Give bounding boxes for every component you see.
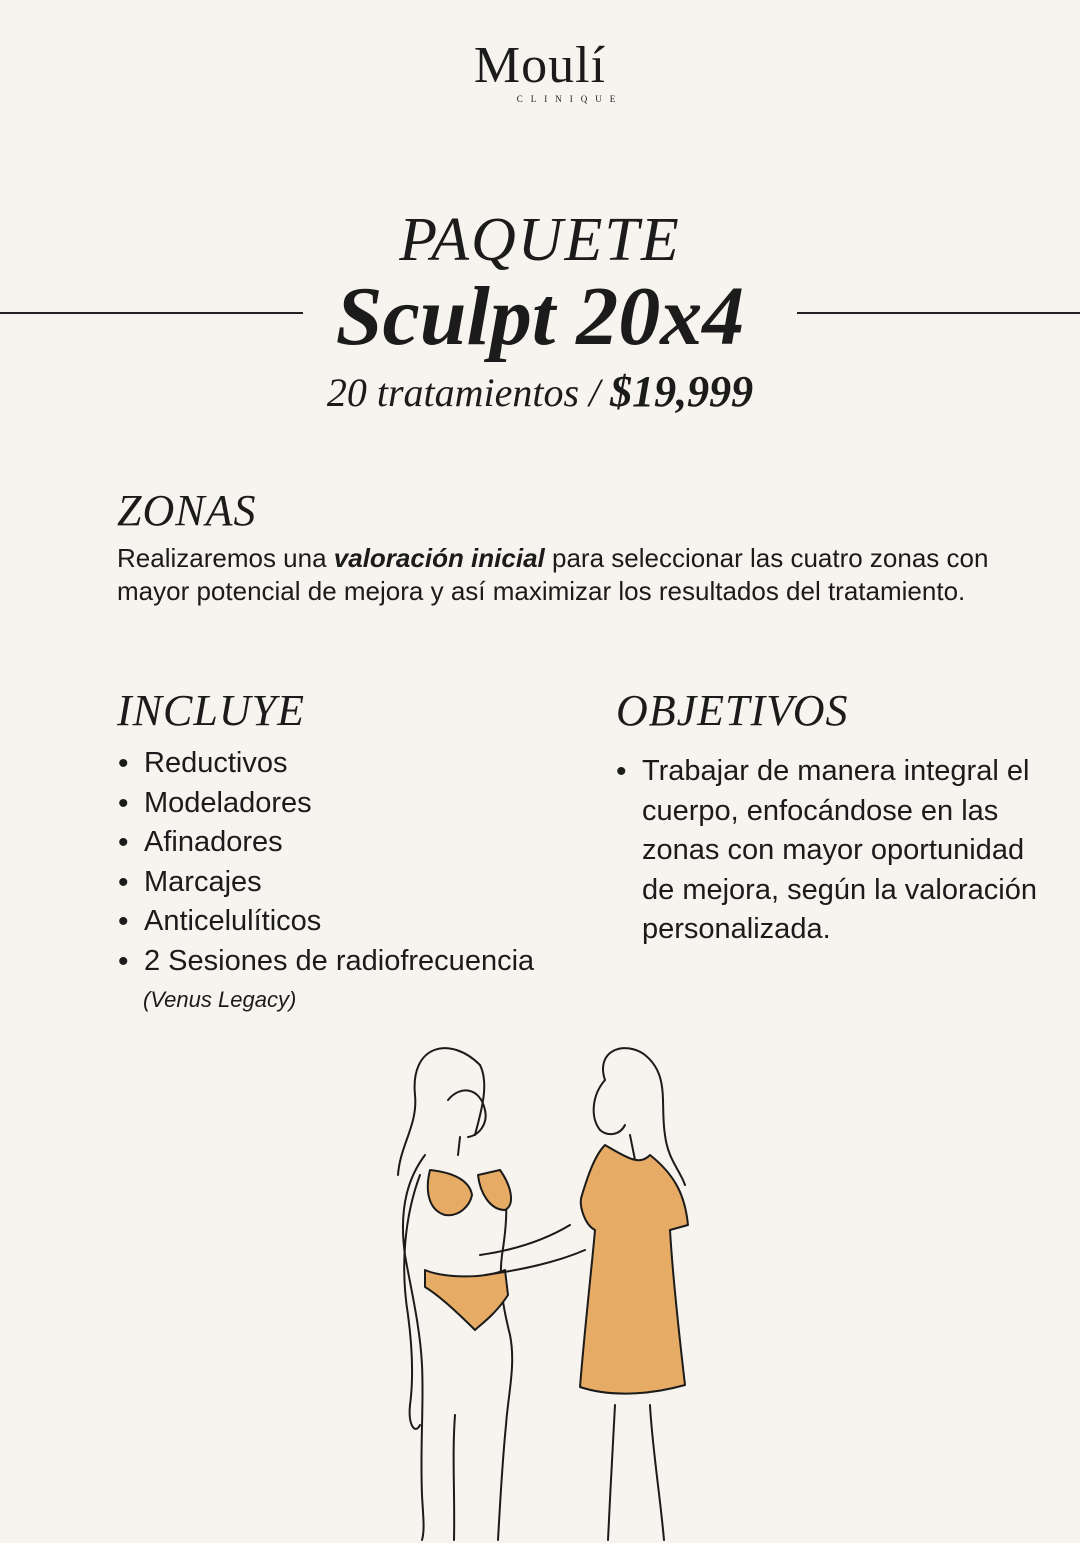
- list-item: • Anticelulíticos: [118, 902, 598, 942]
- package-kicker: PAQUETE: [399, 206, 681, 274]
- zonas-description: [117, 542, 1047, 608]
- list-item: • Trabajar de manera integral el cuerpo, enfocándose en las zonas con mayor oportunidad de mejora, según la valoración personalizada.: [616, 752, 1056, 950]
- package-subtitle: [0, 366, 1080, 417]
- brand-subtitle: CLINIQUE: [516, 94, 624, 104]
- zonas-text-before: Realizaremos una: [117, 543, 334, 573]
- list-item: • Afinadores: [118, 823, 598, 863]
- package-title: Sculpt 20x4: [335, 270, 745, 363]
- incluye-list: [118, 744, 598, 981]
- title-divider-right: [797, 312, 1080, 314]
- incluye-note: (Venus Legacy): [143, 987, 297, 1012]
- list-item: • Modeladores: [118, 784, 598, 824]
- treatment-illustration: [330, 1025, 750, 1543]
- objetivos-list: [616, 752, 1056, 950]
- zonas-text-after: para seleccionar las cuatro zonas con mayor potencial de mejora y así maximizar los resultados del tratamiento.: [117, 543, 989, 606]
- client-bikini: [425, 1170, 511, 1330]
- objetivos-heading: OBJETIVOS: [616, 686, 849, 735]
- incluye-heading: INCLUYE: [117, 686, 305, 735]
- brand-name: Moulí: [473, 37, 607, 94]
- zonas-text-emphasis: valoración inicial: [333, 543, 545, 573]
- brand-logo: [0, 37, 1080, 104]
- treatment-count: 20 tratamientos /: [326, 370, 601, 415]
- zonas-heading: ZONAS: [117, 486, 257, 535]
- package-price: $19,999: [610, 367, 754, 416]
- therapist-dress: [580, 1145, 688, 1394]
- list-item: • Reductivos: [118, 744, 598, 784]
- list-item: • 2 Sesiones de radiofrecuencia: [118, 942, 598, 982]
- list-item: • Marcajes: [118, 863, 598, 903]
